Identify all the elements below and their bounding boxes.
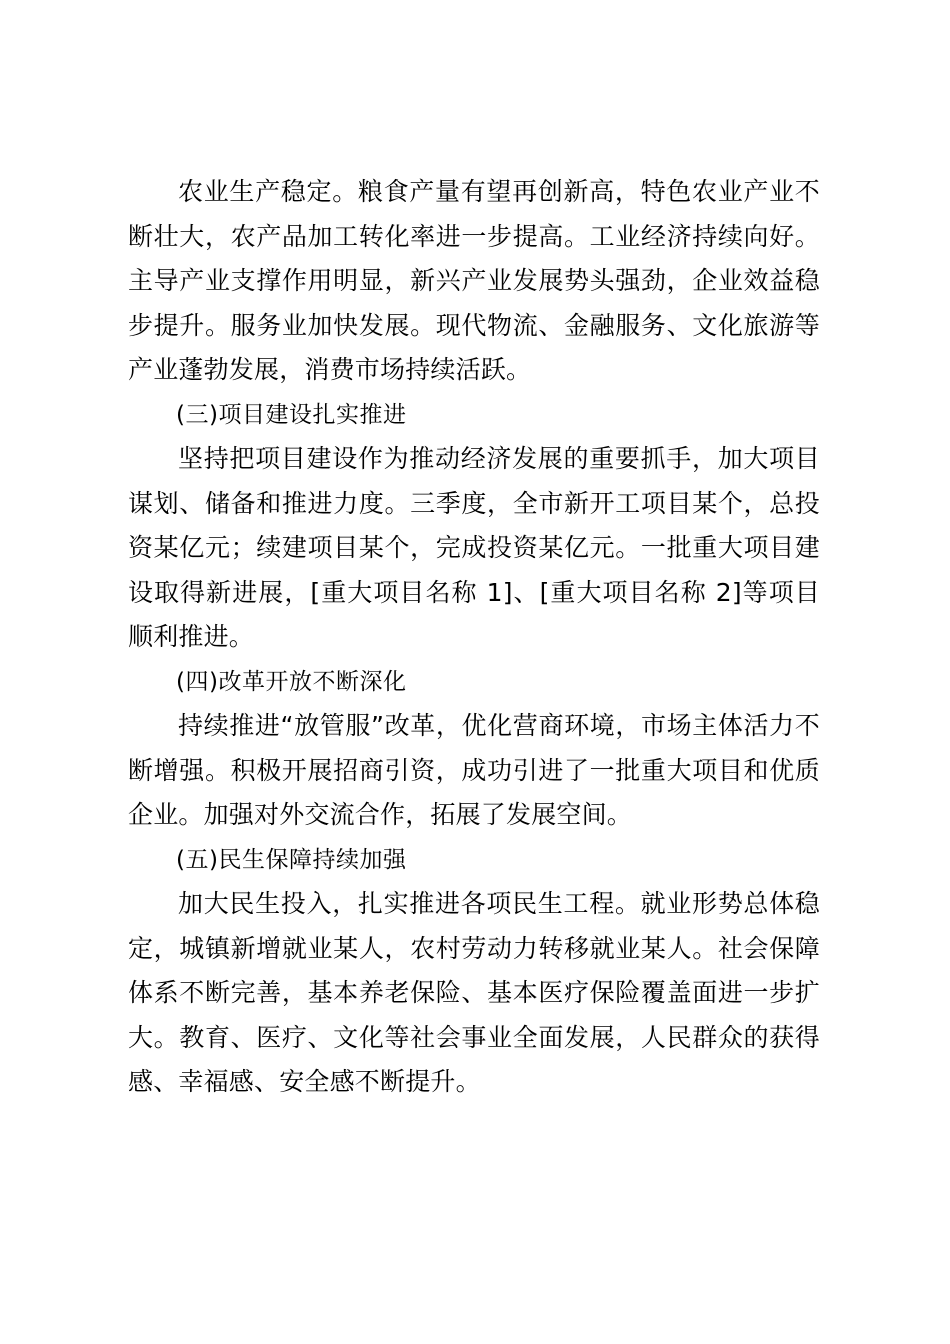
paragraph-agriculture-industry-services: 农业生产稳定。粮食产量有望再创新高，特色农业产业不断壮大，农产品加工转化率进一步提高。工业经济持续向好。主导产业支撑作用明显，新兴产业发展势头强劲，企业效益稳步提升。服务业加快发展。现代物流、金融服务、文化旅游等产业蓬勃发展，消费市场持续活跃。 (128, 177, 820, 384)
paragraph-livelihood: 加大民生投入，扎实推进各项民生工程。就业形势总体稳定，城镇新增就业某人，农村劳动力转移就业某人。社会保障体系不断完善，基本养老保险、基本医疗保险覆盖面进一步扩大。教育、医疗、文化等社会事业全面发展，人民群众的获得感、幸福感、安全感不断提升。 (128, 889, 820, 1096)
document-body (128, 170, 820, 1105)
paragraph-project-construction: 坚持把项目建设作为推动经济发展的重要抓手，加大项目谋划、储备和推进力度。三季度，全市新开工项目某个，总投资某亿元；续建项目某个，完成投资某亿元。一批重大项目建设取得新进展，[重大项目名称 1]、[重大项目名称 2]等项目顺利推进。 (128, 444, 820, 651)
section-heading-livelihood: (五)民生保障持续加强 (176, 846, 407, 873)
section-heading-reform: (四)改革开放不断深化 (176, 668, 407, 695)
section-heading-projects: (三)项目建设扎实推进 (176, 401, 407, 428)
paragraph-reform-opening: 持续推进“放管服”改革，优化营商环境，市场主体活力不断增强。积极开展招商引资，成功引进了一批重大项目和优质企业。加强对外交流合作，拓展了发展空间。 (128, 711, 820, 829)
